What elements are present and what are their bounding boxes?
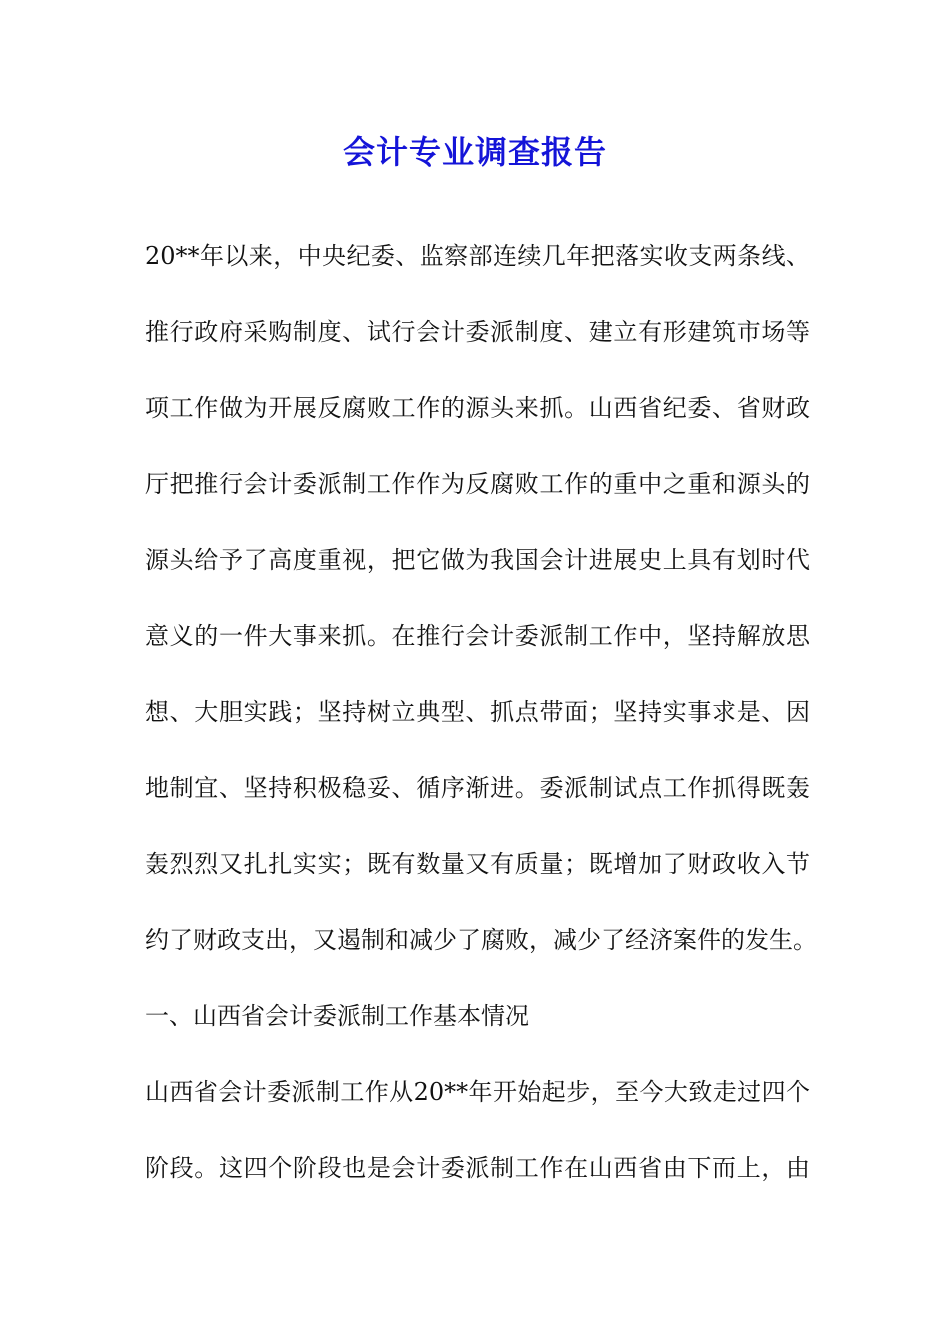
body-line-8: 地制宜、坚持积极稳妥、循序渐进。委派制试点工作抓得既轰 [145, 774, 810, 802]
document-title: 会计专业调查报告 [342, 133, 607, 171]
body-line-1: 20**年以来，中央纪委、监察部连续几年把落实收支两条线、 [145, 242, 810, 270]
body-line-10: 约了财政支出，又遏制和减少了腐败，减少了经济案件的发生。 [145, 926, 817, 954]
body-line-6: 意义的一件大事来抓。在推行会计委派制工作中，坚持解放思 [145, 622, 810, 650]
body-line-9: 轰烈烈又扎扎实实；既有数量又有质量；既增加了财政收入节 [145, 850, 810, 878]
body-line-5: 源头给予了高度重视，把它做为我国会计进展史上具有划时代 [145, 546, 810, 574]
body-line-7: 想、大胆实践；坚持树立典型、抓点带面；坚持实事求是、因 [145, 698, 810, 726]
body-line-12: 阶段。这四个阶段也是会计委派制工作在山西省由下而上，由 [145, 1154, 810, 1182]
section-heading-1: 一、山西省会计委派制工作基本情况 [145, 1002, 529, 1030]
body-line-11: 山西省会计委派制工作从20**年开始起步，至今大致走过四个 [145, 1078, 810, 1106]
body-line-4: 厅把推行会计委派制工作作为反腐败工作的重中之重和源头的 [145, 470, 810, 498]
body-line-3: 项工作做为开展反腐败工作的源头来抓。山西省纪委、省财政 [145, 394, 810, 422]
body-line-2: 推行政府采购制度、试行会计委派制度、建立有形建筑市场等 [145, 318, 810, 346]
